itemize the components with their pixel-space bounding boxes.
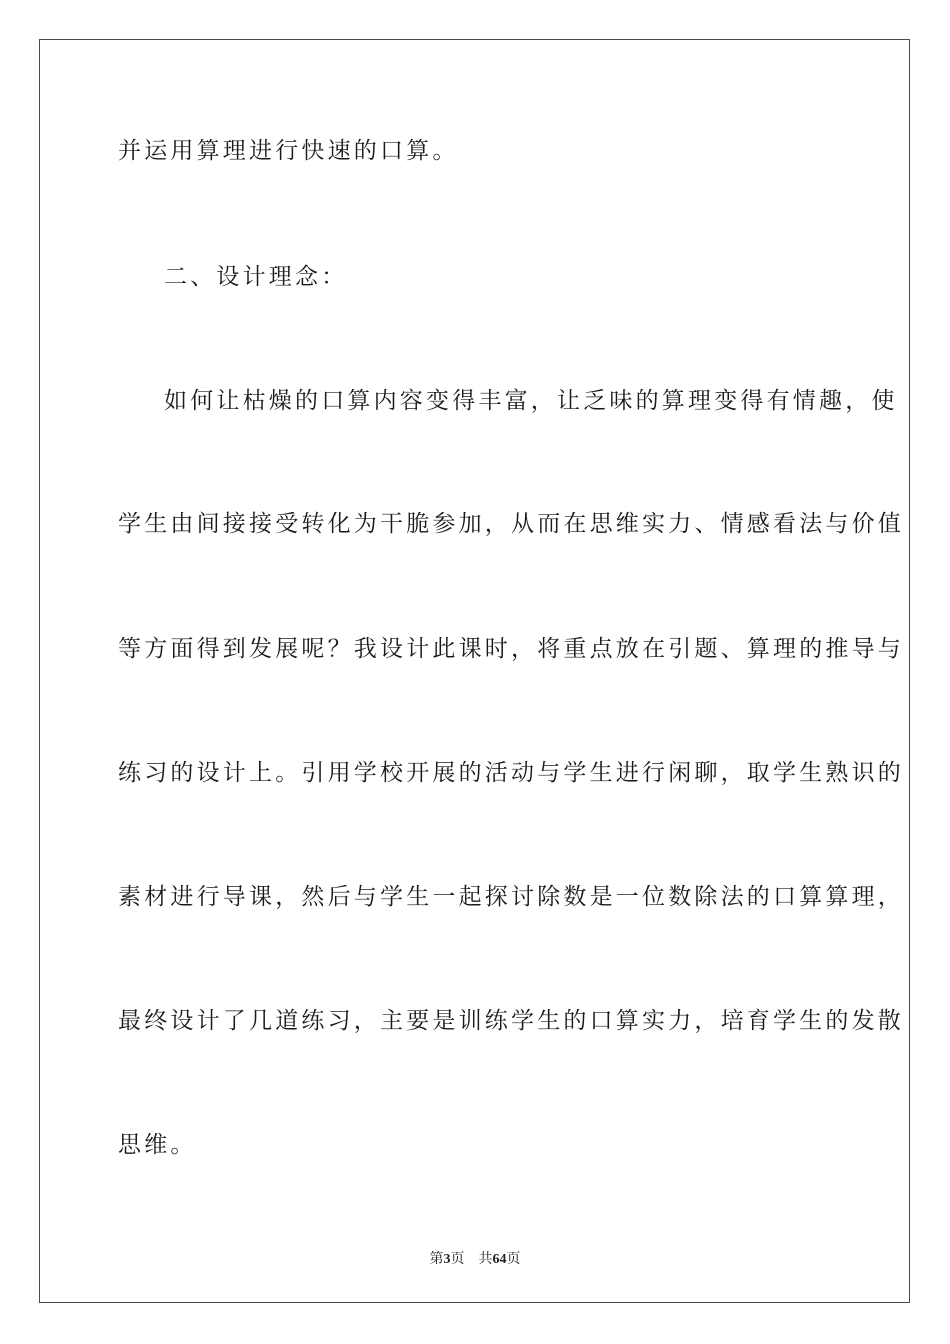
paragraph-line: 练习的设计上。引用学校开展的活动与学生进行闲聊，取学生熟识的: [118, 760, 904, 786]
paragraph-line: 思维。: [118, 1132, 197, 1158]
footer-page-suffix: 页: [450, 1252, 465, 1267]
footer-total-pages: 64: [492, 1252, 507, 1267]
footer-total-suffix: 页: [506, 1252, 521, 1267]
page-border: [39, 39, 910, 1303]
paragraph-line: 如何让枯燥的口算内容变得丰富，让乏味的算理变得有情趣，使: [164, 388, 898, 414]
section-heading: 二、设计理念：: [164, 264, 348, 290]
footer-page-number: 3: [443, 1252, 451, 1267]
paragraph-line: 并运用算理进行快速的口算。: [118, 138, 459, 164]
paragraph-line: 最终设计了几道练习，主要是训练学生的口算实力，培育学生的发散: [118, 1008, 904, 1034]
footer-total-prefix: 共: [478, 1252, 493, 1267]
paragraph-line: 素材进行导课，然后与学生一起探讨除数是一位数除法的口算算理，: [118, 884, 904, 910]
paragraph-line: 学生由间接接受转化为干脆参加，从而在思维实力、情感看法与价值: [118, 511, 904, 537]
paragraph-line: 等方面得到发展呢？我设计此课时，将重点放在引题、算理的推导与: [118, 636, 904, 662]
page-footer: [0, 1248, 950, 1268]
footer-page-prefix: 第: [429, 1252, 444, 1267]
